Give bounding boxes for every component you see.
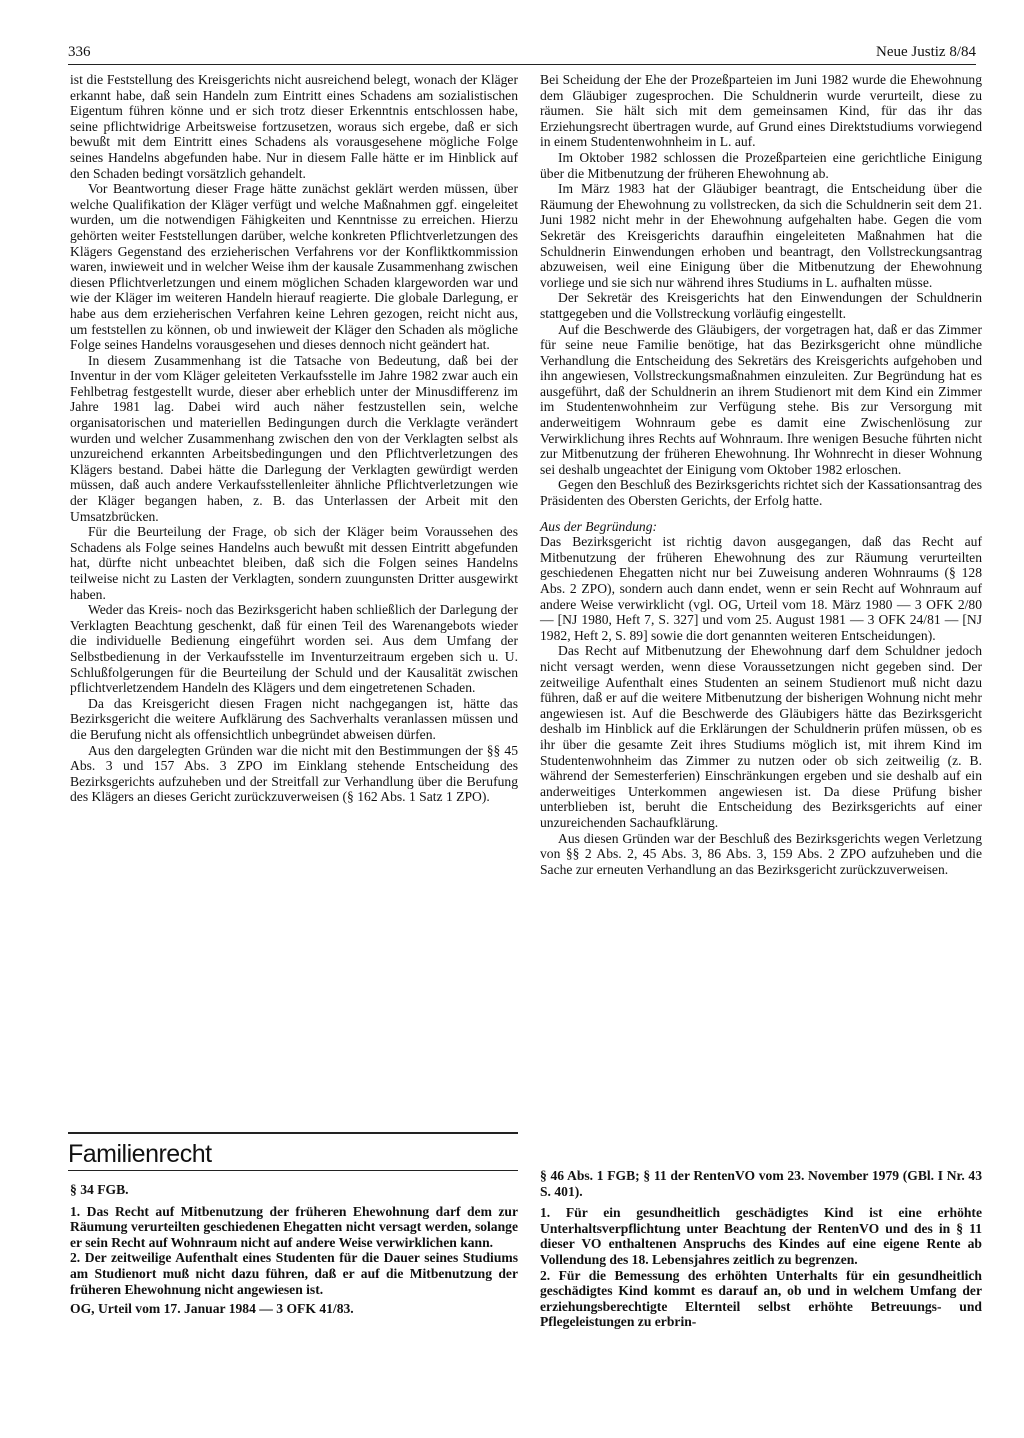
section-title: Familienrecht [68, 1132, 518, 1169]
paragraph: Da das Kreisgericht diesen Fragen nicht nachgegangen ist, hätte das Bezirksgericht die weitere Aufklärung des Sachverhalts veranlassen müssen und die Berufung nicht als offensichtlich unbegründet abweisen dürfen. [70, 695, 518, 742]
paragraph: In diesem Zusammenhang ist die Tatsache von Bedeutung, daß bei der Inventur in der vom Kläger geleiteten Verkaufsstelle im Jahre 1982 zwar auch ein Fehlbetrag festgestellt wurde, dieser aber erheblich unter der Minusdifferenz im Jahre 1981 lag. Dabei wird auch näher festzustellen sein, welche organisatorischen und materiellen Bedingungen durch die Verklagte verändert wurden und welcher Zusammenhang zwischen den von der Verklagten selbst als unzureichend erkannten Arbeitsbedingungen und den Pflichtverletzungen des Klägers bestand. Dabei hätte die Darlegung der Verklagten gewürdigt werden müssen, daß auch andere Verkaufsstellenleiter ähnliche Pflichtverletzungen wie der Kläger begangen haben, z. B. das Unterlassen der Arbeit mit den Umsatzbrücken. [70, 352, 518, 524]
paragraph: Im März 1983 hat der Gläubiger beantragt, die Entscheidung über die Räumung der Ehewohnung zu vollstrecken, da sich die Schuldnerin seit dem 21. Juni 1982 nicht mehr in der Ehewohnung aufgehalten habe. Gegen die vom Sekretär des Kreisgerichts daraufhin eingeleiteten Maßnahmen hat die Schuldnerin Einwendungen erhoben und beantragt, den Vollstreckungsantrag abzuweisen, weil eine Einigung über die Mitbenutzung der Ehewohnung vorliege und sie sich nur während ihres Studiums in L. aufhalten müsse. [540, 181, 982, 290]
right-column [540, 72, 982, 877]
headnote-item: 2. Für die Bemessung des erhöhten Unterhalts für ein gesundheitlich geschädigtes Kind kommt es darauf an, ob und in welchem Umfang der erziehungsberechtigte Elternteil selbst erhöhte Betreuungs- und Pflegeleistungen zu erbrin- [540, 1267, 982, 1330]
left-column [70, 72, 518, 805]
paragraph: Für die Beurteilung der Frage, ob sich der Kläger beim Voraussehen des Schadens als Folge seines Handelns auch bewußt mit dessen Eintritt abgefunden hat, dürfte nicht unbeachtet bleiben, daß sich die Folgen seines Handelns teilweise nicht zu Lasten der Verklagten, sondern zuungunsten Dritter ausgewirkt haben. [70, 524, 518, 602]
paragraph: Der Sekretär des Kreisgerichts hat den Einwendungen der Schuldnerin stattgegeben und die Vollstreckung vorläufig eingestellt. [540, 290, 982, 321]
header-rule [68, 64, 976, 65]
headnote-norm: § 46 Abs. 1 FGB; § 11 der RentenVO vom 23. November 1979 (GBl. I Nr. 43 S. 401). [540, 1168, 982, 1199]
journal-issue: Neue Justiz 8/84 [876, 44, 976, 60]
headnote-item: 2. Der zeitweilige Aufenthalt eines Studenten für die Dauer seines Studiums am Studienort muß nicht dazu führen, daß er auf die Mitbenutzung der früheren Ehewohnung nicht angewiesen ist. [70, 1250, 518, 1297]
paragraph: Bei Scheidung der Ehe der Prozeßparteien im Juni 1982 wurde die Ehewohnung dem Gläubiger zugesprochen. Die Schuldnerin wurde verurteilt, diese zu räumen. Sie hält sich mit dem gemeinsamen Kind, für das ihr das Erziehungsrecht übertragen wurde, auf Grund eines Direktstudiums vorwiegend in einem Studentenwohnheim in L. auf. [540, 72, 982, 150]
paragraph: Auf die Beschwerde des Gläubigers, der vorgetragen hat, daß er das Zimmer für seine neue Familie benötige, hat das Bezirksgericht ohne mündliche Verhandlung die Entscheidung des Sekretärs des Kreisgerichts aufgehoben und ihn angewiesen, Vollstreckungsmaßnahmen einzuleiten. Zur Begründung hat es ausgeführt, daß der Schuldnerin an ihrem Studienort mit dem Kind ein Zimmer im Studentenwohnheim zur Verfügung stehe. Bis zur Versorgung mit anderweitigem Wohnraum gebe es damit eine Zwischenlösung zur Verwirklichung ihres Rechts auf Wohnraum. Ihre wenigen Besuche führten nicht zur Mitbenutzung der früheren Ehewohnung. Ihr Wohnrecht in dieser Wohnung sei deshalb ungeachtet der Einigung vom Oktober 1982 erloschen. [540, 321, 982, 477]
paragraph: ist die Feststellung des Kreisgerichts nicht ausreichend belegt, wonach der Kläger erkannt habe, daß sein Handeln zum Eintritt eines Schadens am sozialistischen Eigentum führen könne und er sich trotz dieser Erkenntnis entschlossen habe, seine pflichtwidrige Arbeitsweise fortzusetzen, woraus sich ergebe, daß er sich bewußt mit dem Eintritt eines Schadens als vorausgesehene mögliche Folge seines Handelns abgefunden habe. Nur in diesem Falle hätte er im Hinblick auf den Schaden bedingt vorsätzlich gehandelt. [70, 72, 518, 181]
headnote-left [70, 1182, 518, 1317]
headnote-right [540, 1168, 982, 1330]
section-rule [68, 1170, 518, 1171]
paragraph: Gegen den Beschluß des Bezirksgerichts richtet sich der Kassationsantrag des Präsidenten des Obersten Gerichts, der Erfolg hatte. [540, 477, 982, 509]
headnote-norm: § 34 FGB. [70, 1182, 129, 1197]
page-header [68, 44, 976, 66]
paragraph: Im Oktober 1982 schlossen die Prozeßparteien eine gerichtliche Einigung über die Mitbenutzung der früheren Ehewohnung ab. [540, 149, 982, 181]
paragraph: Vor Beantwortung dieser Frage hätte zunächst geklärt werden müssen, über welche Qualifikation der Kläger verfügt und welche Maßnahmen ggf. eingeleitet wurden, um die notwendigen Fähigkeiten und Kenntnisse zu erreichen. Hierzu gehörten weiter Feststellungen darüber, welche konkreten Pflichtverletzungen des Klägers Gegenstand des erzieherischen Verfahrens vor der Konfliktkommission waren, inwieweit und in welcher Weise ihm der kausale Zusammenhang zwischen diesen Pflichtverletzungen und einem möglichen Schaden klargeworden war und wie der Kläger im weiteren Handeln hierauf reagierte. Die globale Darlegung, er habe aus dem erzieherischen Verfahren keine Lehren gezogen, reicht nicht aus, um feststellen zu können, ob und inwieweit der Kläger den Schaden als mögliche Folge seines Handelns vorausgesehen und dieses dennoch nicht geändert hat. [70, 181, 518, 353]
paragraph: Aus diesen Gründen war der Beschluß des Bezirksgerichts wegen Verletzung von §§ 2 Abs. 2, 45 Abs. 3, 86 Abs. 3, 159 Abs. 2 ZPO aufzuheben und die Sache zur erneuten Verhandlung an das Bezirksgericht zurückzuverweisen. [540, 830, 982, 877]
page-number: 336 [68, 44, 91, 60]
subheading: Aus der Begründung: [540, 518, 658, 534]
headnote-item: 1. Das Recht auf Mitbenutzung der früheren Ehewohnung darf dem zur Räumung verurteilten geschiedenen Ehegatten nicht versagt werden, solange er sein Recht auf Wohnraum nicht auf andere Weise verwirklichen kann. [70, 1203, 518, 1250]
paragraph: Das Recht auf Mitbenutzung der Ehewohnung darf dem Schuldner jedoch nicht versagt werden, wenn diese Voraussetzungen nicht gegeben sind. Der zeitweilige Aufenthalt eines Studenten an seinem Studienort muß nicht dazu führen, daß er auf die weitere Mitbenutzung der bisherigen Wohnung nicht mehr angewiesen ist. Auf die Beschwerde des Gläubigers hätte das Bezirksgericht deshalb im Hinblick auf die Erklärungen der Schuldnerin prüfen müssen, ob es ihr über die gesamte Zeit ihres Studiums möglich ist, mit ihrem Kind im Studentenwohnheim das Zimmer zu nutzen oder ob sich zeitweilig (z. B. während der Semesterferien) Einschränkungen ergeben und sie deshalb auf ein anderweitiges Unterkommen angewiesen ist. Da diese Prüfung bisher unterblieben ist, beruht die Entscheidung des Bezirksgerichts auf einer unzureichenden Sachaufklärung. [540, 643, 982, 830]
headnote-item: 1. Für ein gesundheitlich geschädigtes Kind ist eine erhöhte Unterhaltsverpflichtung unter Beachtung der RentenVO und des in § 11 dieser VO enthaltenen Anspruchs des Kindes auf eine eigene Rente ab Vollendung des 18. Lebensjahres zeitlich zu begrenzen. [540, 1205, 982, 1267]
headnote-citation: OG, Urteil vom 17. Januar 1984 — 3 OFK 41/83. [70, 1301, 354, 1317]
paragraph: Aus den dargelegten Gründen war die nicht mit den Bestimmungen der §§ 45 Abs. 3 und 157 Abs. 3 ZPO im Einklang stehende Entscheidung des Bezirksgerichts aufzuheben und der Streitfall zur Verhandlung über die Berufung des Klägers an dieses Gericht zurückzuverweisen (§ 162 Abs. 1 Satz 1 ZPO). [70, 742, 518, 805]
paragraph: Weder das Kreis- noch das Bezirksgericht haben schließlich der Darlegung der Verklagten Beachtung geschenkt, daß für einen Teil des Warenangebots wieder die individuelle Bedienung eingeführt worden sei. Aus dem Umfang der Selbstbedienung in der Verkaufsstelle im Inventurzeitraum ergeben sich u. U. Schlußfolgerungen für die Beurteilung der Schuld und der Kausalität zwischen pflichtverletzendem Handeln des Klägers und dem eingetretenen Schaden. [70, 602, 518, 696]
paragraph: Das Bezirksgericht ist richtig davon ausgegangen, daß das Recht auf Mitbenutzung der früheren Ehewohnung des zur Räumung verurteilten geschiedenen Ehegatten nicht nur bei Zuweisung anderen Wohnraums (§ 128 Abs. 2 ZPO), sondern auch dann endet, wenn er sein Recht auf Wohnraum auf andere Weise verwirklicht (vgl. OG, Urteil vom 18. März 1980 — 3 OFK 2/80 — [NJ 1980, Heft 7, S. 327] und vom 25. August 1981 — 3 OFK 24/81 — [NJ 1982, Heft 2, S. 89] sowie die dort genannten weiteren Entscheidungen). [540, 534, 982, 643]
